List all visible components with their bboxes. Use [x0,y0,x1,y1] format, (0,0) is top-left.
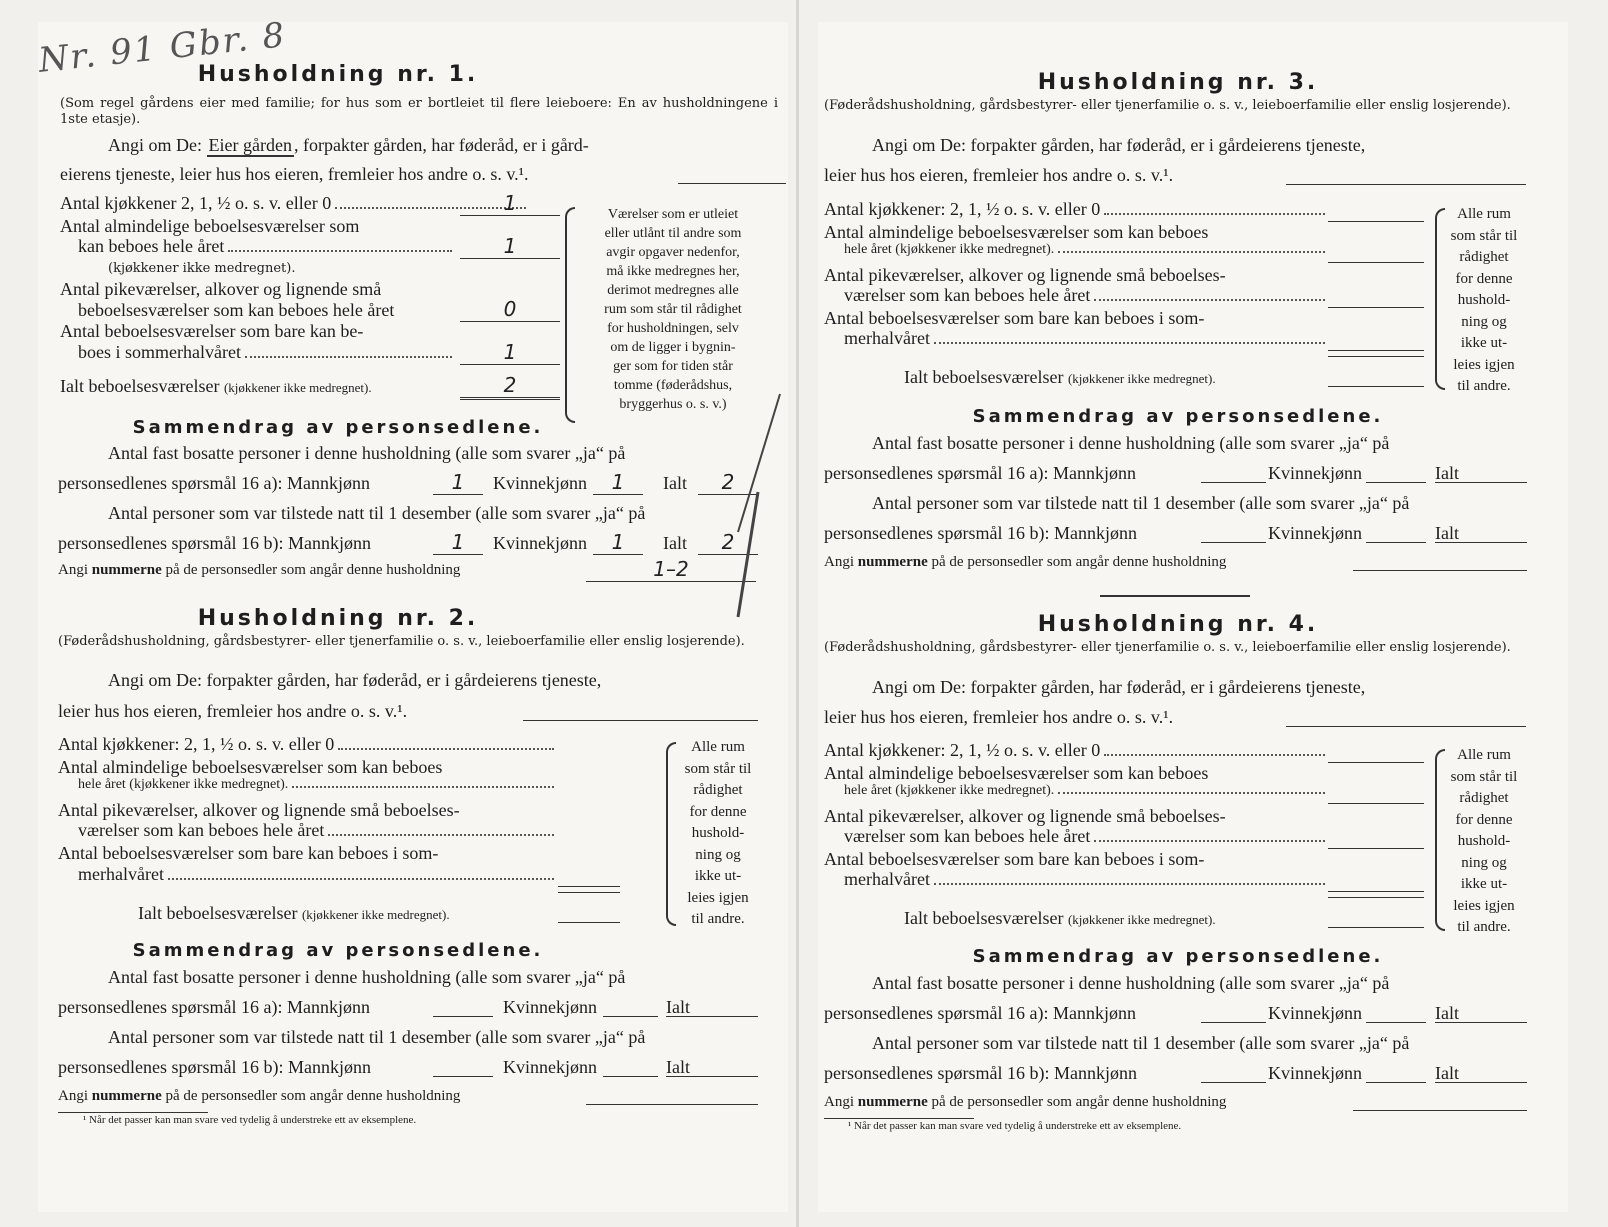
h2-small-rooms-row-b: værelser som kan beboes hele året [78,820,558,842]
h1-summer-rooms-value: 1 [460,342,560,365]
h1-kitchens-row: Antal kjøkkener 2, 1, ½ o. s. v. eller 0 [60,193,530,215]
h4-numbers-row: Angi nummerne på de personsedler som angår denne husholdning [824,1094,1227,1110]
h1-female-label-2: Kvinnekjønn [493,533,587,553]
h3-small-rooms-row-b: værelser som kan beboes hele året [844,285,1329,307]
h2-rooms-row-a: Antal almindelige beboelsesværelser som kan beboes [58,757,443,777]
h4-total-label-2: Ialt [1435,1063,1459,1083]
h4-small-rooms-row-a: Antal pikeværelser, alkover og lignende små beboelses- [824,806,1226,826]
pencil-marks [718,392,798,622]
household-4-status-line-1: Angi om De: forpakter gården, har føderåd, er i gårdeierens tjeneste, [872,677,1366,697]
h1-total-label-1: Ialt [663,473,687,493]
household-1-note: (Som regel gårdens eier med familie; for hus som er bortleiet til flere leieboere: En av husholdningene i 1ste etasje). [60,96,778,127]
h4-summary-line-2a: Antal personer som var tilstede natt til 1 desember (alle som svarer „ja“ på [872,1033,1410,1053]
h2-value-lines [558,886,620,887]
household-3-title: Husholdning nr. 3. [1037,70,1319,95]
household-1-title: Husholdning nr. 1. [197,62,479,87]
h4-summer-rooms-row-b: merhalvåret [844,869,1329,891]
h2-female-label-1: Kvinnekjønn [503,997,597,1017]
h1-rooms-row-c: (kjøkkener ikke medregnet). [108,261,296,276]
h3-total-label-1: Ialt [1435,463,1459,483]
h1-small-rooms-row-b: beboelsesværelser som kan beboes hele året [78,300,395,320]
h3-summer-rooms-row-a: Antal beboelsesværelser som bare kan beboes i som- [824,308,1205,328]
h3-summary-line-2a: Antal personer som var tilstede natt til 1 desember (alle som svarer „ja“ på [872,493,1410,513]
h2-total-rooms-row: Ialt beboelsesværelser (kjøkkener ikke medregnet). [138,903,450,923]
h2-total-label-1: Ialt [666,997,690,1017]
h4-summary-line-1b: personsedlenes spørsmål 16 a): Mannkjønn [824,1003,1136,1023]
h1-summer-rooms-row-a: Antal beboelsesværelser som bare kan be- [60,321,364,341]
h2-summer-rooms-row-a: Antal beboelsesværelser som bare kan beboes i som- [58,843,439,863]
h4-female-label-2: Kvinnekjønn [1268,1063,1362,1083]
household-1-status-line-1: Angi om De: Eier gården , forpakter gården, har føderåd, er i gård- [108,135,589,155]
h2-summary-line-2b: personsedlenes spørsmål 16 b): Mannkjønn [58,1057,371,1077]
household-2-status-line-1: Angi om De: forpakter gården, har føderåd, er i gårdeierens tjeneste, [108,670,602,690]
right-sheet [818,22,1568,1212]
left-footnote: ¹ Når det passer kan man svare ved tydelig å understreke ett av eksemplene. [83,1114,417,1126]
household-1-status-line-2: eierens tjeneste, leier hus hos eieren, fremleier hos andre o. s. v.¹. [60,164,529,184]
h2-numbers-row: Angi nummerne på de personsedler som angår denne husholdning [58,1088,461,1104]
household-3-status-line-2: leier hus hos eieren, fremleier hos andre o. s. v.¹. [824,165,1174,185]
h2-summary-line-1b: personsedlenes spørsmål 16 a): Mannkjønn [58,997,370,1017]
h2-summary-title: Sammendrag av personsedlene. [132,940,544,961]
h1-summary-line-1b: personsedlenes spørsmål 16 a): Mannkjønn [58,473,370,493]
h1-residents-total: 2 [698,472,758,495]
h3-total-label-2: Ialt [1435,523,1459,543]
household-4-note: (Føderådshusholdning, gårdsbestyrer- eller tjenerfamilie o. s. v., leieboerfamilie eller enslig losjerende). [824,640,1511,655]
household-3-status-line-1: Angi om De: forpakter gården, har føderåd, er i gårdeierens tjeneste, [872,135,1366,155]
h2-total-label-2: Ialt [666,1057,690,1077]
h1-total-label-2: Ialt [663,533,687,553]
h3-rooms-row-a: Antal almindelige beboelsesværelser som kan beboes [824,222,1209,242]
left-sheet [36,15,788,1212]
h4-summer-rooms-row-a: Antal beboelsesværelser som bare kan beboes i som- [824,849,1205,869]
h2-summary-line-1a: Antal fast bosatte personer i denne husholdning (alle som svarer „ja“ på [108,967,626,987]
h3-numbers-row: Angi nummerne på de personsedler som angår denne husholdning [824,554,1227,570]
household-2-title: Husholdning nr. 2. [197,606,479,631]
h1-summary-line-2a: Antal personer som var tilstede natt til 1 desember (alle som svarer „ja“ på [108,503,646,523]
h1-summary-title: Sammendrag av personsedlene. [132,417,544,438]
h3-summer-rooms-row-b: merhalvåret [844,328,1329,350]
h1-numbers-row: Angi nummerne på de personsedler som angår denne husholdning [58,562,461,578]
household-4-status-line-2: leier hus hos eieren, fremleier hos andre o. s. v.¹. [824,707,1174,727]
h1-rooms-value: 1 [460,236,560,259]
h1-rooms-row-b: kan beboes hele året [78,236,456,258]
h1-rooms-row-a: Antal almindelige beboelsesværelser som [60,216,360,236]
h2-kitchens-row: Antal kjøkkener: 2, 1, ½ o. s. v. eller 0 [58,734,558,756]
h4-small-rooms-row-b: værelser som kan beboes hele året [844,826,1329,848]
h1-person-numbers: 1–2 [586,559,756,582]
h3-total-rooms-row: Ialt beboelsesværelser (kjøkkener ikke medregnet). [904,367,1216,387]
h4-kitchens-row: Antal kjøkkener: 2, 1, ½ o. s. v. eller 0 [824,740,1329,762]
h3-small-rooms-row-a: Antal pikeværelser, alkover og lignende små beboelses- [824,265,1226,285]
h1-total-rooms-value: 2 [460,375,560,400]
h1-residents-female: 1 [593,472,643,495]
h1-present-total: 2 [698,532,758,555]
section-divider [1100,595,1250,597]
h4-summary-title: Sammendrag av personsedlene. [972,946,1384,967]
h4-total-label-1: Ialt [1435,1003,1459,1023]
status-selected-owner: Eier gården [208,135,292,155]
h3-side-note: Alle rum som står til rådighet for denne hushold- ning og ikke ut- leies igjen til andre. [1450,206,1518,394]
h4-total-rooms-row: Ialt beboelsesværelser (kjøkkener ikke medregnet). [904,908,1216,928]
h2-female-label-2: Kvinnekjønn [503,1057,597,1077]
h4-summary-line-2b: personsedlenes spørsmål 16 b): Mannkjønn [824,1063,1137,1083]
h2-small-rooms-row-a: Antal pikeværelser, alkover og lignende små beboelses- [58,800,460,820]
h2-side-note: Alle rum som står til rådighet for denne hushold- ning og ikke ut- leies igjen til andre. [684,739,752,927]
h3-summary-title: Sammendrag av personsedlene. [972,406,1384,427]
h4-rooms-row-b: hele året (kjøkkener ikke medregnet). [844,783,1329,803]
h3-summary-line-1b: personsedlenes spørsmål 16 a): Mannkjønn [824,463,1136,483]
handwritten-farm-number: Nr. 91 Gbr. 8 [36,15,289,81]
h3-summary-line-1a: Antal fast bosatte personer i denne husholdning (alle som svarer „ja“ på [872,433,1390,453]
household-4-title: Husholdning nr. 4. [1037,612,1319,637]
h4-female-label-1: Kvinnekjønn [1268,1003,1362,1023]
h1-present-male: 1 [433,532,483,555]
h1-residents-male: 1 [433,472,483,495]
h1-small-rooms-row-a: Antal pikeværelser, alkover og lignende små [60,279,382,299]
household-2-note: (Føderådshusholdning, gårdsbestyrer- eller tjenerfamilie o. s. v., leieboerfamilie eller enslig losjerende). [58,634,745,649]
h3-summary-line-2b: personsedlenes spørsmål 16 b): Mannkjønn [824,523,1137,543]
h1-side-note: Værelser som er utleiet eller utlånt til andre som avgir opgaver nedenfor, må ikke medregnes her, derimot medregnes alle rum som står til rådighet for husholdningen, selv om de ligger i bygnin- ger som for tiden står tomme (føderådshus, bryggerhus o. s. v.) [604,207,742,412]
h4-side-note: Alle rum som står til rådighet for denne hushold- ning og ikke ut- leies igjen til andre. [1450,747,1518,935]
h1-small-rooms-value: 0 [460,299,560,322]
h2-summary-line-2a: Antal personer som var tilstede natt til 1 desember (alle som svarer „ja“ på [108,1027,646,1047]
right-footnote: ¹ Når det passer kan man svare ved tydelig å understreke ett av eksemplene. [848,1120,1182,1132]
h1-kitchens-value: 1 [460,193,560,216]
h3-rooms-row-b: hele året (kjøkkener ikke medregnet). [844,242,1329,262]
h4-rooms-row-a: Antal almindelige beboelsesværelser som kan beboes [824,763,1209,783]
h4-summary-line-1a: Antal fast bosatte personer i denne husholdning (alle som svarer „ja“ på [872,973,1390,993]
household-2-status-line-2: leier hus hos eieren, fremleier hos andre o. s. v.¹. [58,701,408,721]
h3-female-label-2: Kvinnekjønn [1268,523,1362,543]
household-3-note: (Føderådshusholdning, gårdsbestyrer- eller tjenerfamilie o. s. v., leieboerfamilie eller enslig losjerende). [824,98,1511,113]
h1-total-rooms-row: Ialt beboelsesværelser (kjøkkener ikke medregnet). [60,376,372,396]
h1-summer-rooms-row-b: boes i sommerhalvåret [78,342,456,364]
h2-rooms-row-b: hele året (kjøkkener ikke medregnet). [78,777,558,797]
h1-present-female: 1 [593,532,643,555]
h3-kitchens-row: Antal kjøkkener: 2, 1, ½ o. s. v. eller 0 [824,199,1329,221]
h1-summary-line-1a: Antal fast bosatte personer i denne husholdning (alle som svarer „ja“ på [108,443,626,463]
h3-female-label-1: Kvinnekjønn [1268,463,1362,483]
h1-summary-line-2b: personsedlenes spørsmål 16 b): Mannkjønn [58,533,371,553]
h1-female-label-1: Kvinnekjønn [493,473,587,493]
h2-summer-rooms-row-b: merhalvåret [78,864,558,886]
